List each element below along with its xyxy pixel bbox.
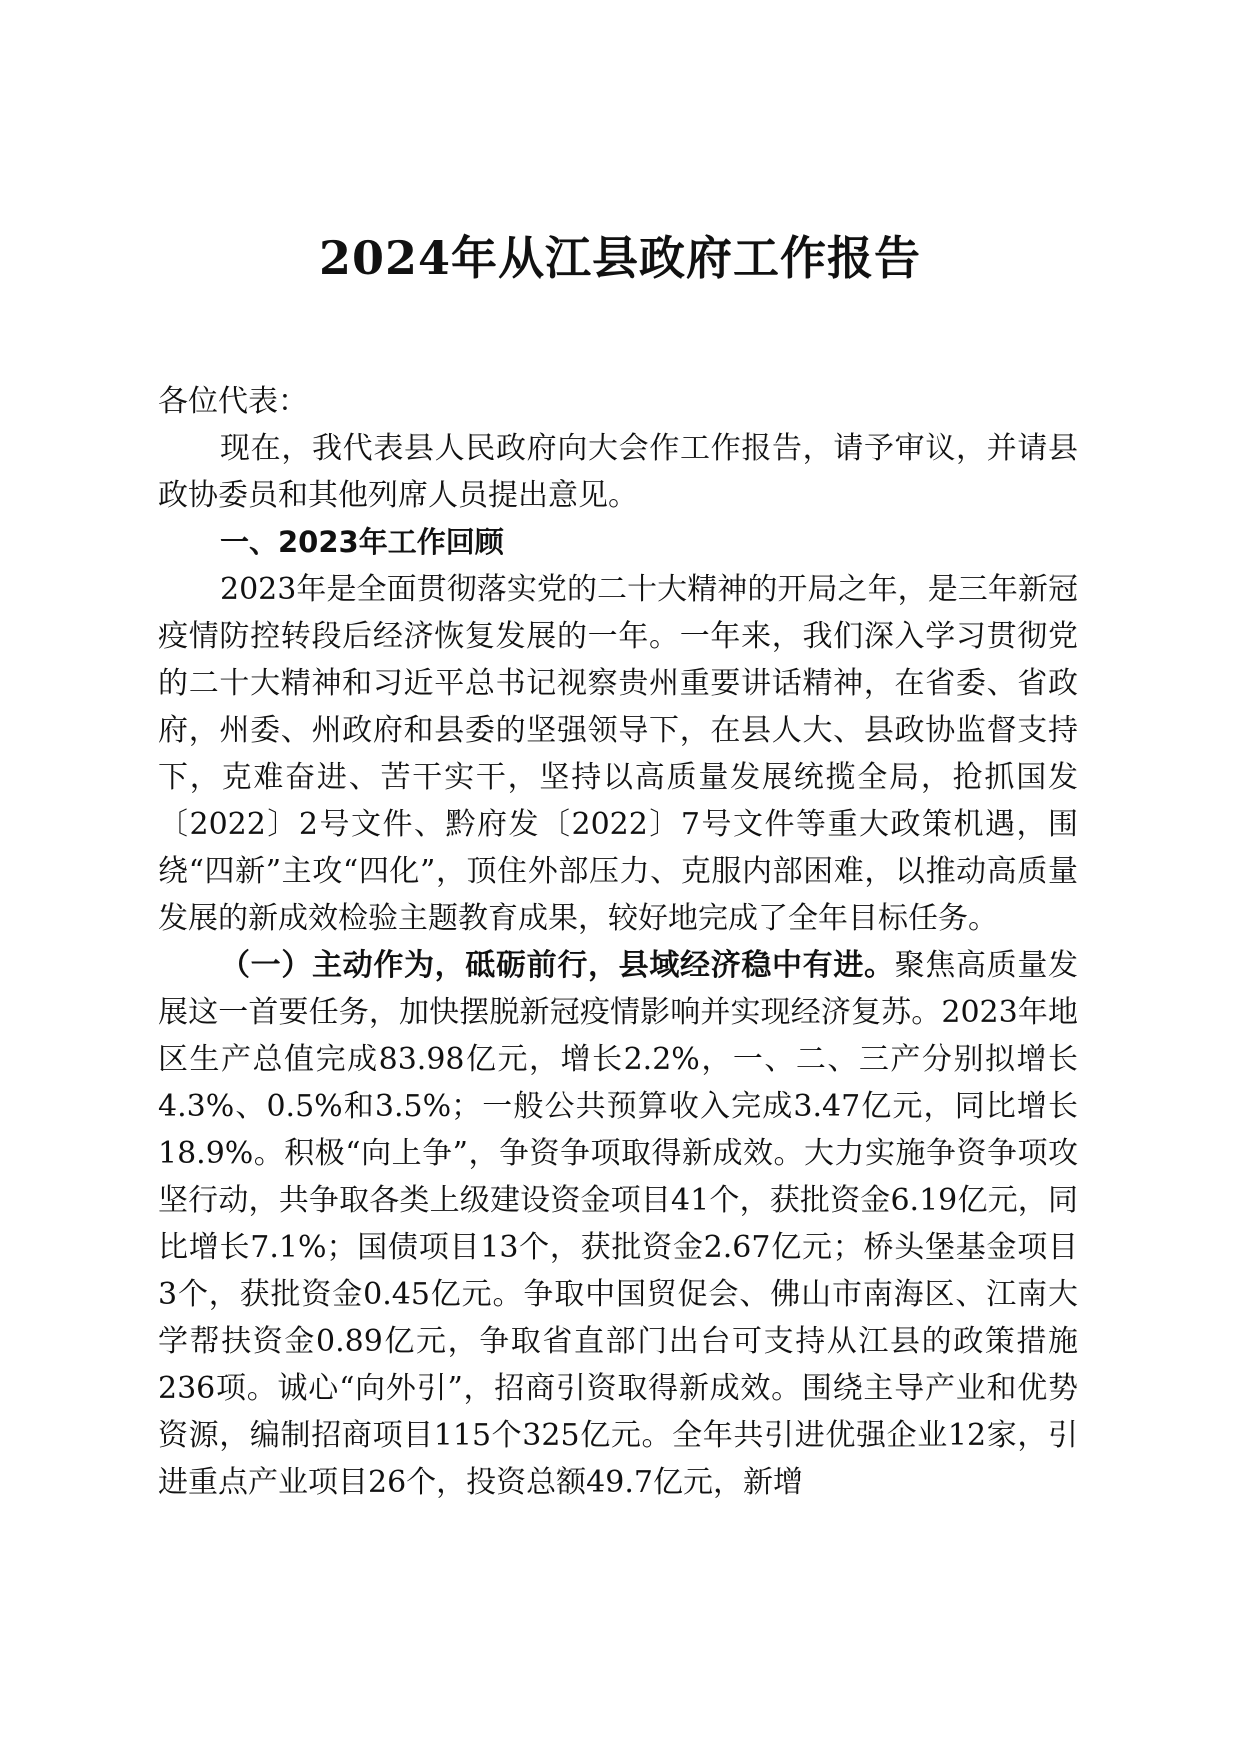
document-title: 2024年从江县政府工作报告	[318, 231, 922, 285]
review-paragraph: 2023年是全面贯彻落实党的二十大精神的开局之年，是三年新冠疫情防控转段后经济恢复发展的一年。一年来，我们深入学习贯彻党的二十大精神和习近平总书记视察贵州重要讲话精神，在省委、省政府，州委、州政府和县委的坚强领导下，在县人大、县政协监督支持下，克难奋进、苦干实干，坚持以高质量发展统揽全局，抢抓国发〔2022〕2号文件、黔府发〔2022〕7号文件等重大政策机遇，围绕“四新”主攻“四化”，顶住外部压力、克服内部困难，以推动高质量发展的新成效检验主题教育成果，较好地完成了全年目标任务。	[158, 572, 1078, 936]
section-heading: 一、2023年工作回顾	[220, 525, 504, 559]
economy-paragraph	[158, 942, 1078, 1506]
subsection-text: 聚焦高质量发展这一首要任务，加快摆脱新冠疫情影响并实现经济复苏。2023年地区生产总值完成83.98亿元，增长2.2%，一、二、三产分别拟增长4.3%、0.5%和3.5%；一般公共预算收入完成3.47亿元，同比增长18.9%。积极“向上争”，争资争项取得新成效。大力实施争资争项攻坚行动，共争取各类上级建设资金项目41个，获批资金6.19亿元，同比增长7.1%；国债项目13个，获批资金2.67亿元；桥头堡基金项目3个，获批资金0.45亿元。争取中国贸促会、佛山市南海区、江南大学帮扶资金0.89亿元，争取省直部门出台可支持从江县的政策措施236项。诚心“向外引”，招商引资取得新成效。围绕主导产业和优势资源，编制招商项目115个325亿元。全年共引进优强企业12家，引进重点产业项目26个，投资总额49.7亿元，新增	[158, 948, 1079, 1500]
intro-paragraph: 现在，我代表县人民政府向大会作工作报告，请予审议，并请县政协委员和其他列席人员提出意见。	[158, 431, 1078, 513]
subsection-heading: （一）主动作为，砥砺前行，县域经济稳中有进。	[220, 948, 895, 983]
salutation: 各位代表：	[158, 384, 308, 419]
document-body	[158, 378, 1078, 1506]
